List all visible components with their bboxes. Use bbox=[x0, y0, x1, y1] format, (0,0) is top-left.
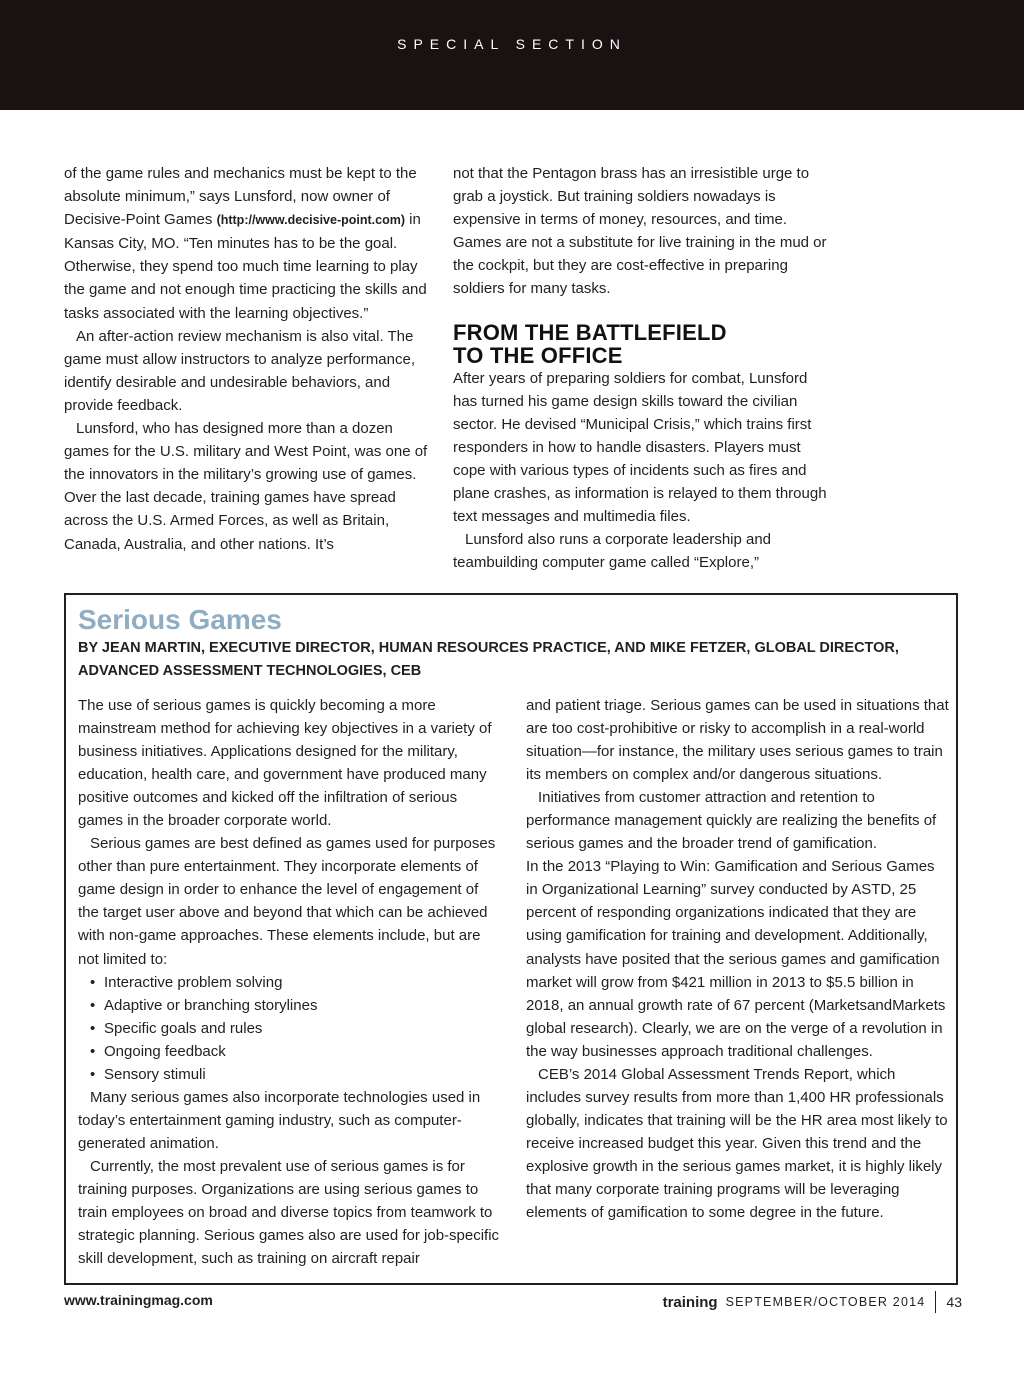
sidebar-left-column bbox=[78, 694, 502, 1270]
list-item: • Specific goals and rules bbox=[90, 1017, 502, 1040]
bullet-icon: • bbox=[90, 1019, 96, 1037]
list-item: • Interactive problem solving bbox=[90, 971, 502, 994]
article-paragraph: After years of preparing soldiers for combat, Lunsford has turned his game design skills toward the civilian sector. He devised “Municipal Crisis,” which trains first responders in how to handle disasters. Players must cope with various types of incidents such as fires and plane crashes, as information is relayed to them through text messages and multimedia files. bbox=[453, 369, 827, 526]
article-right-column bbox=[453, 162, 827, 574]
bullet-icon: • bbox=[90, 996, 96, 1014]
bullet-icon: • bbox=[90, 1042, 96, 1060]
sidebar-paragraph: CEB’s 2014 Global Assessment Trends Report, which includes survey results from more than 1,400 HR professionals globally, indicates that training will be the HR area most likely to receive increased budget this year. Given this trend and the explosive growth in the serious games market, it is highly likely that many corporate training programs will be leveraging elements of gamification to some degree in the future. bbox=[526, 1065, 948, 1222]
footer-issue-info bbox=[663, 1291, 962, 1313]
bullet-icon: • bbox=[90, 1065, 96, 1083]
bullet-icon: • bbox=[90, 973, 96, 991]
list-item: • Adaptive or branching storylines bbox=[90, 994, 502, 1017]
article-left-column bbox=[64, 162, 436, 556]
header-band bbox=[0, 0, 1024, 110]
section-label: SPECIAL SECTION bbox=[397, 36, 627, 52]
magazine-name: training bbox=[662, 1293, 718, 1311]
sidebar-title: Serious Games bbox=[78, 604, 282, 635]
footer-url[interactable]: www.trainingmag.com bbox=[64, 1292, 213, 1308]
elements-list bbox=[78, 971, 502, 1086]
decisive-point-link[interactable]: (http://www.decisive-point.com) bbox=[216, 213, 405, 228]
footer-divider bbox=[935, 1291, 936, 1313]
sidebar-paragraph: Many serious games also incorporate technologies used in today’s entertainment gaming industry, such as computer-generated animation. bbox=[78, 1088, 481, 1152]
article-paragraph: Lunsford also runs a corporate leadership and teambuilding computer game called “Explore,” bbox=[453, 531, 772, 572]
page-number: 43 bbox=[946, 1294, 962, 1310]
sidebar-paragraph: Serious games are best defined as games used for purposes other than pure entertainment. They incorporate elements of game design in order to enhance the level of engagement of the target user above and beyond that which can be achieved with non-game approaches. These elements include, but are not limited to: bbox=[78, 835, 496, 968]
article-paragraph: An after-action review mechanism is also vital. The game must allow instructors to analyze performance, identify desirable and undesirable behaviors, and provide feedback. bbox=[64, 327, 415, 414]
issue-date: SEPTEMBER/OCTOBER 2014 bbox=[725, 1295, 926, 1309]
article-paragraph: not that the Pentagon brass has an irresistible urge to grab a joystick. But training soldiers nowadays is expensive in terms of money, resources, and time. Games are not a substitute for live training in the mud or the cockpit, but they are cost-effective in preparing soldiers for many tasks. bbox=[453, 165, 827, 298]
sidebar-paragraph: The use of serious games is quickly becoming a more mainstream method for achieving key objectives in a variety of business initiatives. Applications designed for the military, education, health care, and government have produced many positive outcomes and kicked off the infiltration of serious games in the broader corporate world. bbox=[78, 697, 492, 830]
article-paragraph: of the game rules and mechanics must be kept to the absolute minimum,” says Lunsford, now owner of Decisive-Point Games (http://www.decisive-point.com) in Kansas City, MO. “Ten minutes has to be the goal. Otherwise, they spend too much time learning to play the game and not enough time practicing the skills and tasks associated with the learning objectives.” bbox=[64, 165, 427, 322]
sidebar-paragraph: Currently, the most prevalent use of serious games is for training purposes. Organizations are using serious games to train employees on broad and diverse topics from teamwork to strategic planning. Serious games also are used for job-specific skill development, such as training on aircraft repair bbox=[78, 1157, 500, 1268]
sidebar-paragraph: Initiatives from customer attraction and retention to performance management quickly are realizing the benefits of serious games and the broader trend of gamification. bbox=[526, 789, 937, 853]
article-paragraph: Lunsford, who has designed more than a dozen games for the U.S. military and West Point, was one of the innovators in the military’s growing use of games. Over the last decade, training games have spread across the U.S. Armed Forces, as well as Britain, Canada, Australia, and other nations. It’s bbox=[64, 420, 428, 553]
sidebar-byline: BY JEAN MARTIN, EXECUTIVE DIRECTOR, HUMAN RESOURCES PRACTICE, AND MIKE FETZER, GLOBAL DIRECTOR, ADVANCED ASSESSMENT TECHNOLOGIES, CEB bbox=[78, 640, 899, 679]
sidebar-right-column bbox=[526, 694, 950, 1224]
list-item: • Ongoing feedback bbox=[90, 1040, 502, 1063]
subheading: FROM THE BATTLEFIELD TO THE OFFICE bbox=[453, 319, 727, 368]
sidebar-paragraph: In the 2013 “Playing to Win: Gamification and Serious Games in Organizational Learning” survey conducted by ASTD, 25 percent of responding organizations indicated that they are using gamification for training and development. Additionally, analysts have posited that the serious games and gamification market will grow from $421 million in 2013 to $5.5 billion in 2018, an annual growth rate of 67 percent (MarketsandMarkets global research). Clearly, we are on the verge of a revolution in the way businesses approach traditional challenges. bbox=[526, 858, 946, 1060]
list-item: • Sensory stimuli bbox=[90, 1063, 502, 1086]
sidebar-paragraph: and patient triage. Serious games can be used in situations that are too cost-prohibitive or risky to accomplish in a real-world situation—for instance, the military uses serious games to train its members on complex and/or dangerous situations. bbox=[526, 697, 949, 784]
